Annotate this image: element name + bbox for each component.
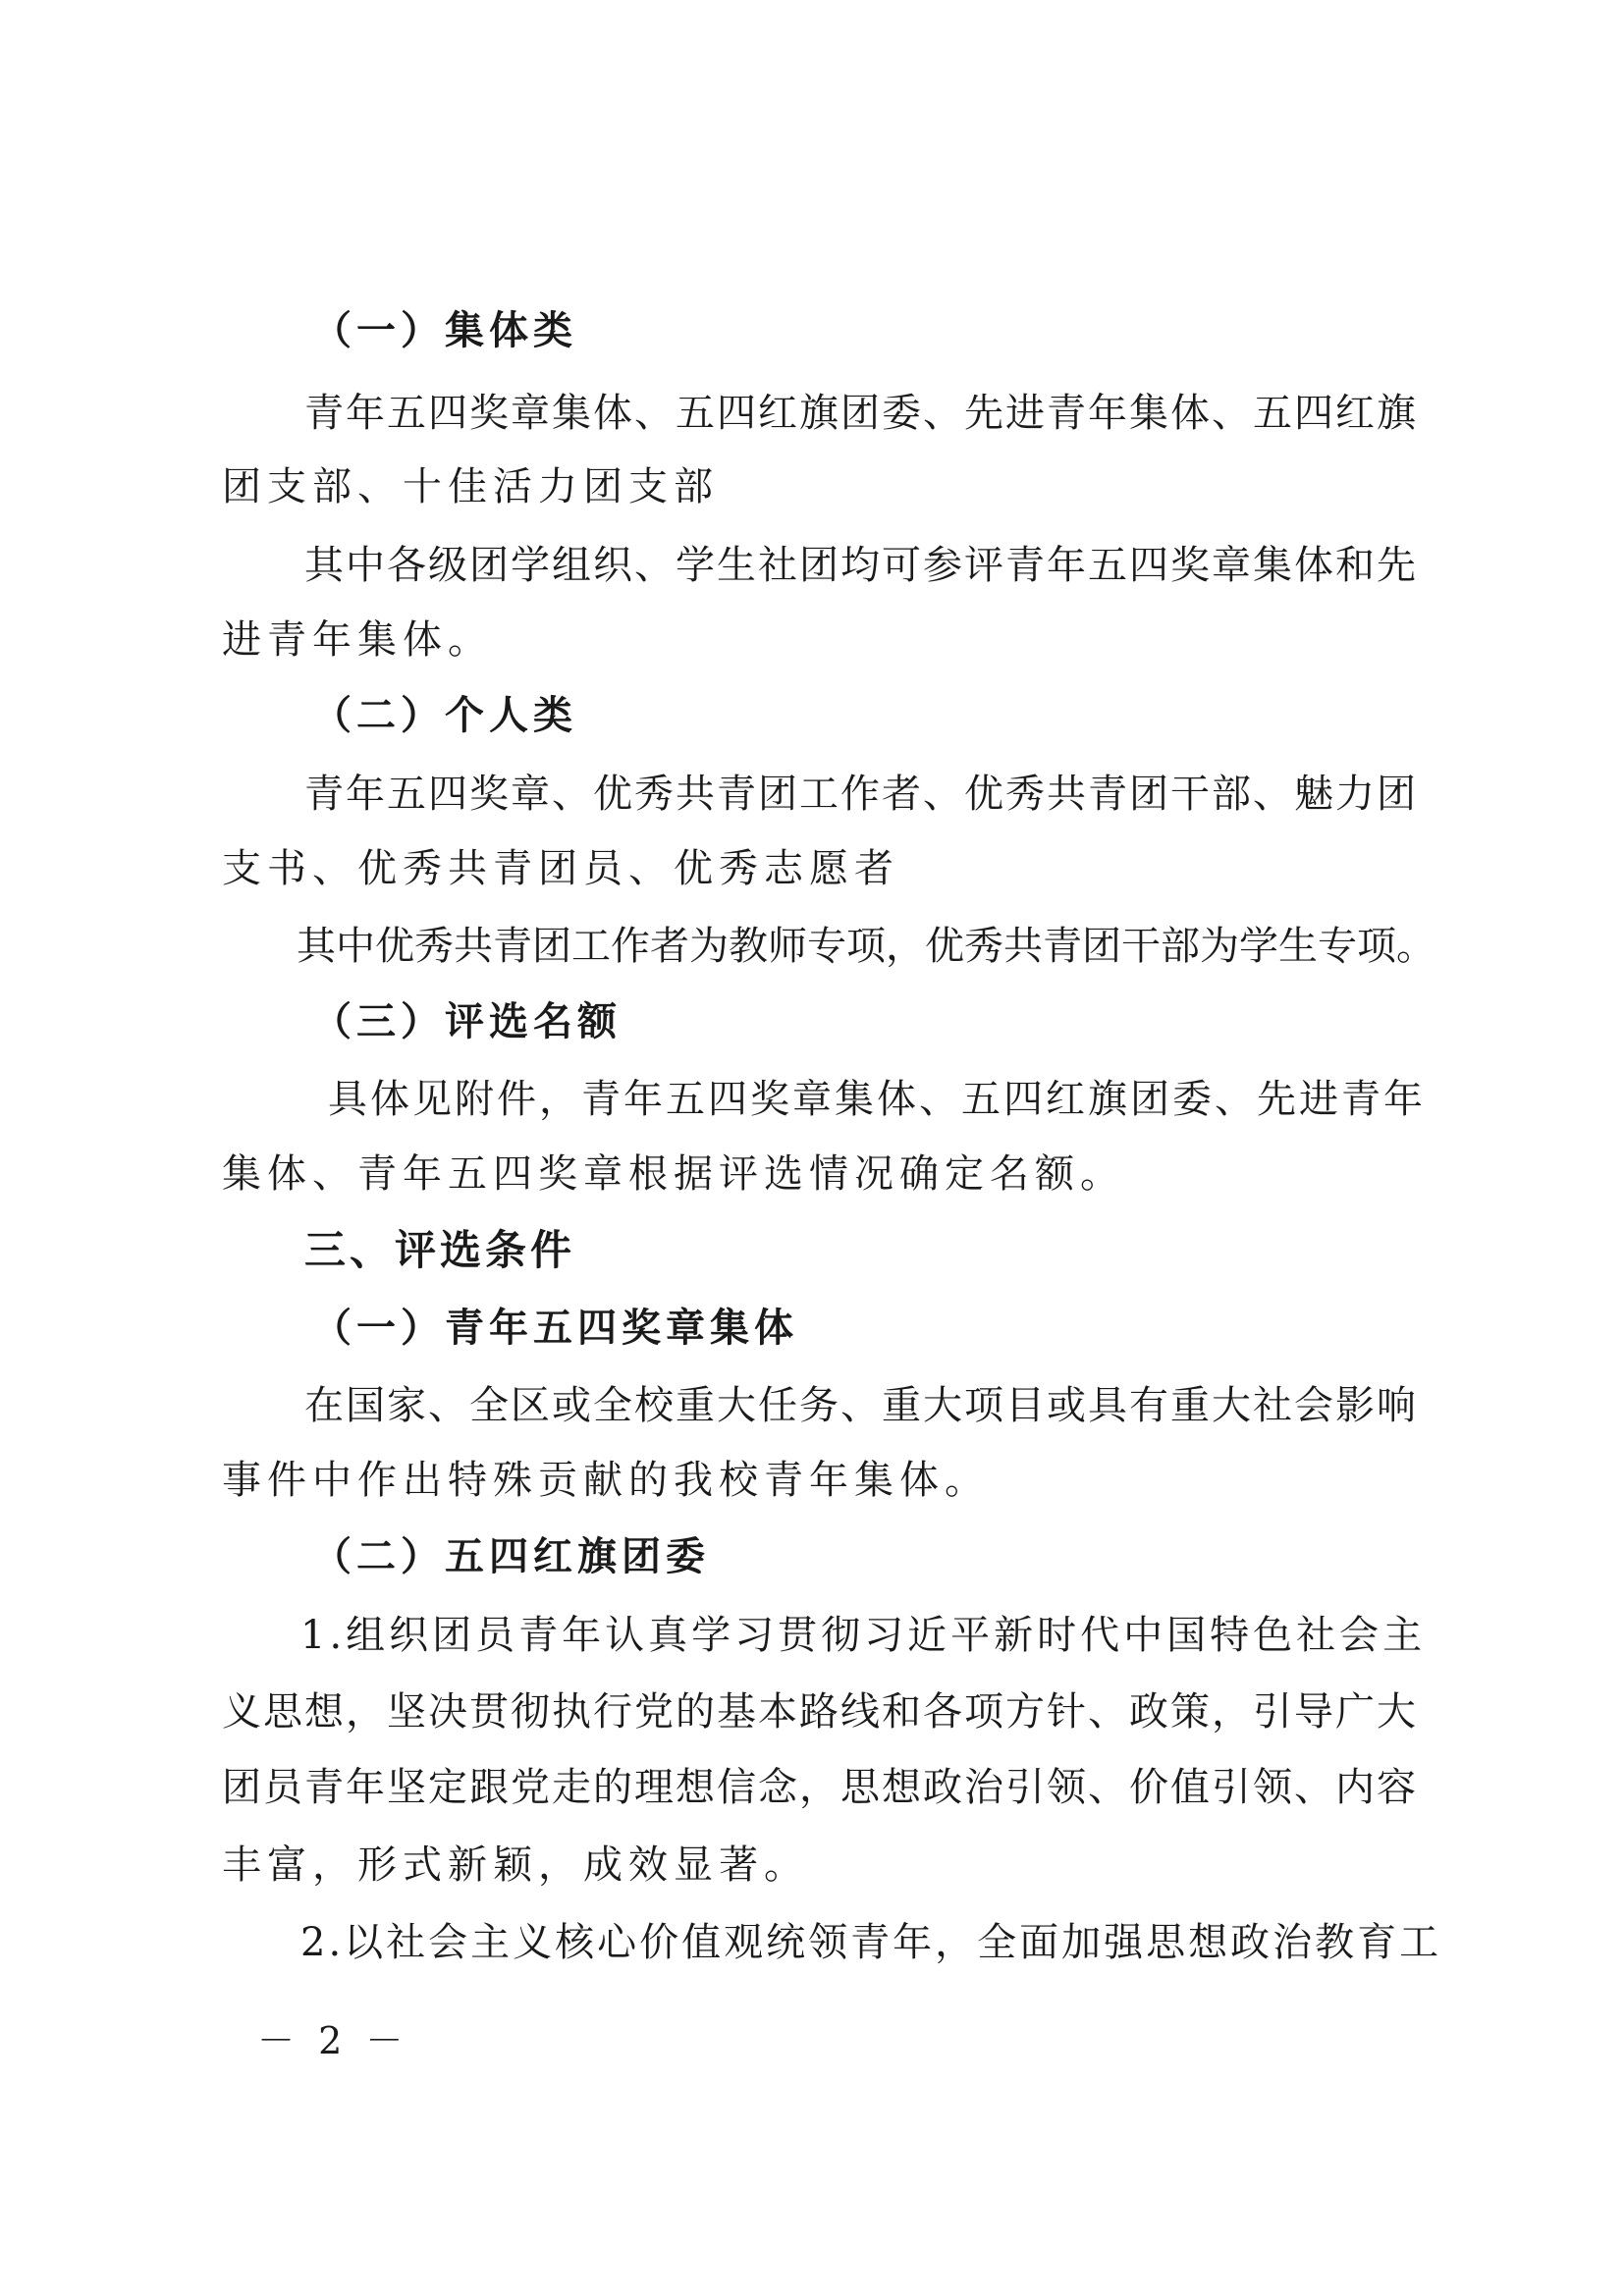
paragraph-line: 集体、青年五四奖章根据评选情况确定名额。 [222, 1151, 1125, 1197]
paragraph-line: 团员青年坚定跟党走的理想信念，思想政治引领、价值引领、内容 [222, 1765, 1418, 1810]
paragraph-line: 进青年集体。 [222, 617, 493, 663]
subheading-youth-medal-collective: （一）青年五四奖章集体 [312, 1306, 798, 1351]
paragraph-line: 青年五四奖章、优秀共青团工作者、优秀共青团干部、魅力团 [304, 772, 1418, 817]
section-heading-criteria: 三、评选条件 [304, 1226, 576, 1274]
paragraph-line: 义思想，坚决贯彻执行党的基本路线和各项方针、政策，引导广大 [222, 1689, 1418, 1735]
paragraph-line: 其中优秀共青团工作者为教师专项，优秀共青团干部为学生专项。 [297, 924, 1435, 969]
paragraph-line: 事件中作出特殊贡献的我校青年集体。 [222, 1458, 990, 1503]
subheading-individual-category: （二）个人类 [312, 693, 577, 738]
paragraph-line: 2.以社会主义核心价值观统领青年，全面加强思想政治教育工 [300, 1920, 1442, 1965]
subheading-red-flag-committee: （二）五四红旗团委 [312, 1534, 710, 1579]
paragraph-line: 具体见附件，青年五四奖章集体、五四红旗团委、先进青年 [328, 1077, 1426, 1122]
subheading-quota: （三）评选名额 [312, 999, 622, 1044]
paragraph-line: 团支部、十佳活力团支部 [222, 464, 719, 509]
paragraph-line: 支书、优秀共青团员、优秀志愿者 [222, 846, 899, 891]
paragraph-line: 在国家、全区或全校重大任务、重大项目或具有重大社会影响 [304, 1383, 1418, 1428]
paragraph-line: 其中各级团学组织、学生社团均可参评青年五四奖章集体和先 [304, 543, 1418, 588]
page-number: － 2 － [257, 2019, 409, 2062]
subheading-collective-category: （一）集体类 [312, 308, 577, 353]
paragraph-line: 丰富，形式新颖，成效显著。 [222, 1842, 809, 1888]
paragraph-line: 1.组织团员青年认真学习贯彻习近平新时代中国特色社会主 [300, 1613, 1427, 1658]
paragraph-line: 青年五四奖章集体、五四红旗团委、先进青年集体、五四红旗 [304, 391, 1418, 436]
